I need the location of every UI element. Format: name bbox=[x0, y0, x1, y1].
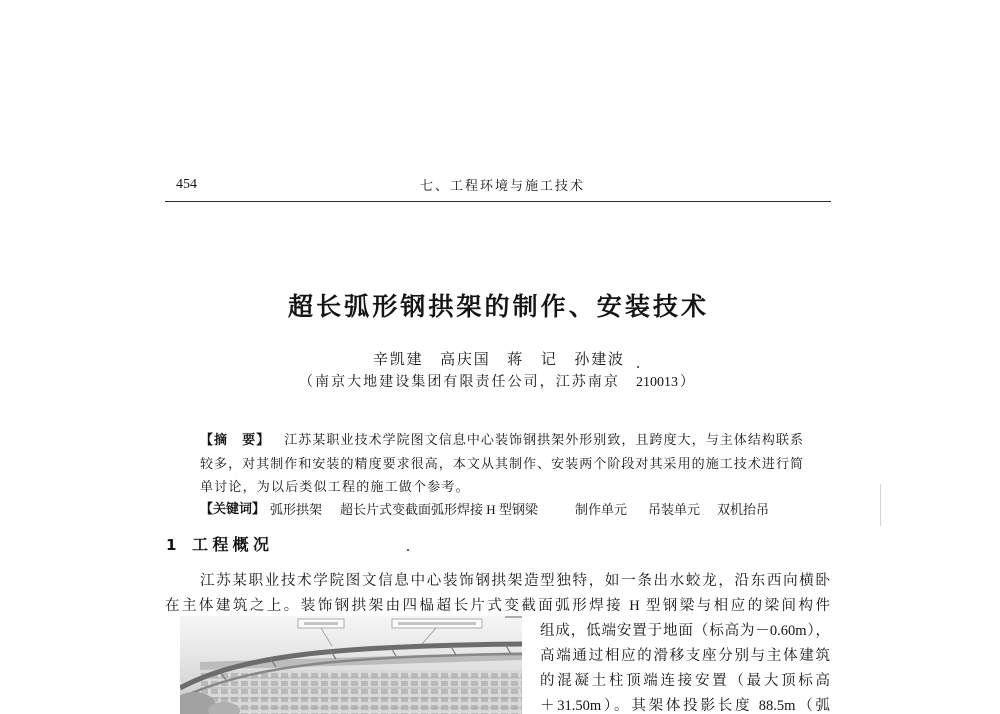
keyword: 吊装单元 bbox=[648, 502, 701, 517]
abstract-label: 【摘 要】 bbox=[200, 433, 271, 448]
scan-speck bbox=[407, 549, 409, 551]
keywords-label: 【关键词】 bbox=[200, 502, 266, 517]
header-rule bbox=[165, 201, 831, 202]
keywords-line bbox=[200, 500, 800, 520]
scan-artifact-line bbox=[880, 484, 881, 526]
keyword: 弧形拱架 bbox=[270, 502, 323, 517]
author-list: 辛凯建 高庆国 蒋 记 孙建波 bbox=[373, 352, 623, 368]
keyword: 超长片式变截面弧形焊接 H 型钢梁 bbox=[340, 502, 538, 517]
abstract-text: 江苏某职业技术学院图文信息中心装饰钢拱架外形别致，且跨度大，与主体结构联系 bbox=[284, 432, 803, 447]
abstract-line: 较多，对其制作和安装的精度要求很高，本文从其制作、安装两个阶段对其采用的施工技术进行简 bbox=[200, 456, 803, 471]
keyword: 双机抬吊 bbox=[717, 502, 770, 517]
building-facade bbox=[200, 652, 522, 714]
page-number: 454 bbox=[176, 177, 197, 192]
author-affiliation: （南京大地建设集团有限责任公司，江苏南京 210013） bbox=[299, 375, 694, 390]
figure-photo bbox=[180, 616, 522, 714]
running-header: 七、工程环境与施工技术 bbox=[420, 178, 583, 193]
body-line: 江苏某职业技术学院图文信息中心装饰钢拱架造型独特，如一条出水蛟龙，沿东西向横卧 bbox=[200, 573, 830, 589]
body-line: 高端通过相应的滑移支座分别与主体建筑 bbox=[540, 648, 830, 664]
section-title: 工程概况 bbox=[192, 535, 269, 554]
section-number: 1 bbox=[166, 536, 177, 554]
body-line: 的混凝土柱顶端连接安置（最大顶标高 bbox=[540, 673, 830, 689]
paper-title: 超长弧形钢拱架的制作、安装技术 bbox=[288, 292, 706, 321]
abstract-line: 单讨论，为以后类似工程的施工做个参考。 bbox=[200, 479, 470, 494]
body-line: 在主体建筑之上。装饰钢拱架由四榀超长片式变截面弧形焊接 H 型钢梁与相应的梁间构件 bbox=[165, 598, 830, 614]
body-line: ＋31.50m）。其架体投影长度 88.5m（弧 bbox=[540, 698, 830, 714]
scan-speck bbox=[637, 366, 639, 368]
body-line: 组成，低端安置于地面（标高为－0.60m）， bbox=[540, 623, 830, 639]
abstract-line bbox=[200, 430, 803, 450]
keyword: 制作单元 bbox=[575, 502, 628, 517]
